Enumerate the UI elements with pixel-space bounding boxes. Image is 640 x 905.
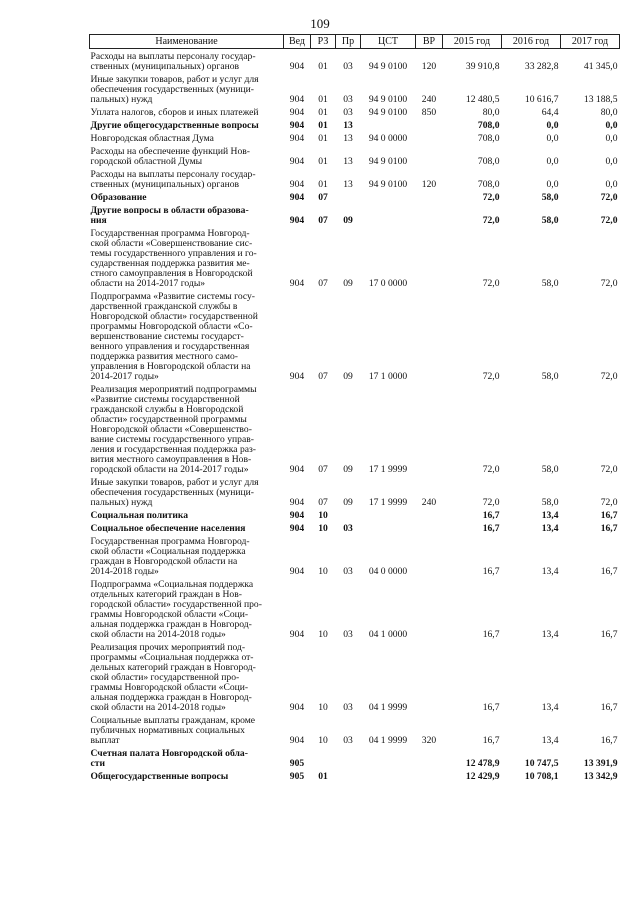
row-cst: 17 0 0000	[368, 278, 408, 289]
row-rz: 01	[318, 120, 328, 131]
row-value-2017: 72,0	[600, 192, 618, 203]
row-value-2016: 0,0	[546, 133, 559, 144]
row-value-2016: 58,0	[541, 371, 559, 382]
row-pr: 03	[343, 629, 353, 640]
row-value-2016: 10 616,7	[524, 94, 559, 105]
table-row	[90, 508, 620, 521]
row-value-2015: 708,0	[477, 120, 500, 131]
row-rz: 10	[318, 702, 328, 713]
row-value-2017: 13 188,5	[583, 94, 618, 105]
row-cst: 17 1 9999	[368, 497, 408, 508]
row-ved: 904	[289, 94, 305, 105]
row-value-2016: 58,0	[541, 192, 559, 203]
row-ved: 904	[289, 510, 305, 521]
row-ved: 904	[289, 523, 305, 534]
row-vr: 120	[421, 179, 437, 190]
page-number: 109	[310, 16, 330, 31]
header-rz: РЗ	[311, 35, 336, 49]
table-row	[90, 475, 620, 508]
row-rz	[311, 746, 336, 769]
row-ved: 904	[289, 464, 305, 475]
table-row	[90, 131, 620, 144]
table-row	[90, 577, 620, 640]
row-cst: 17 1 0000	[368, 371, 408, 382]
row-value-2015: 12 429,9	[465, 771, 500, 782]
table-row	[90, 713, 620, 746]
row-vr	[416, 118, 443, 131]
budget-table	[89, 34, 620, 782]
row-value-2015: 12 478,9	[465, 758, 500, 769]
row-vr	[416, 577, 443, 640]
row-pr: 03	[343, 107, 353, 118]
row-name: Расходы на обеспечение функций Нов- городской областной Думы	[90, 146, 250, 167]
row-pr: 09	[343, 371, 353, 382]
row-value-2016: 10 708,1	[524, 771, 559, 782]
row-name: Социальное обеспечение населения	[90, 523, 246, 534]
table-row	[90, 144, 620, 167]
row-cst: 17 1 9999	[368, 464, 408, 475]
row-cst: 94 9 0100	[368, 61, 408, 72]
row-value-2016: 13,4	[541, 702, 559, 713]
row-value-2017: 16,7	[600, 702, 618, 713]
table-row	[90, 167, 620, 190]
row-rz: 10	[318, 629, 328, 640]
row-ved: 904	[289, 107, 305, 118]
row-ved: 904	[289, 278, 305, 289]
row-value-2015: 708,0	[477, 156, 500, 167]
table-row	[90, 105, 620, 118]
row-pr: 03	[343, 702, 353, 713]
row-ved: 904	[289, 566, 305, 577]
row-pr: 09	[343, 278, 353, 289]
row-name: Государственная программа Новгород- ской области «Совершенствование сис- темы государственного управления и го- сударственная поддержка развития ме- стного самоуправления в Новгородской области на 2014-2017 годы»	[90, 228, 257, 289]
row-rz: 10	[318, 510, 328, 521]
row-vr: 240	[421, 94, 437, 105]
row-rz: 01	[318, 61, 328, 72]
row-vr	[416, 521, 443, 534]
row-rz: 07	[318, 278, 328, 289]
row-pr: 13	[343, 179, 353, 190]
row-value-2017: 16,7	[600, 629, 618, 640]
row-value-2016: 33 282,8	[524, 61, 559, 72]
row-name: Социальная политика	[90, 510, 189, 521]
row-value-2016: 13,4	[541, 523, 559, 534]
row-name: Государственная программа Новгород- ской области «Социальная поддержка граждан в Новгородской области на 2014-2018 годы»	[90, 536, 250, 577]
row-vr	[416, 144, 443, 167]
row-cst: 04 1 0000	[368, 629, 408, 640]
row-value-2017: 0,0	[605, 179, 618, 190]
row-pr: 13	[343, 133, 353, 144]
row-value-2017: 0,0	[605, 156, 618, 167]
row-value-2016: 64,4	[541, 107, 559, 118]
row-value-2016: 0,0	[546, 120, 559, 131]
row-value-2015: 708,0	[477, 179, 500, 190]
row-value-2017: 72,0	[600, 464, 618, 475]
row-value-2016: 0,0	[546, 156, 559, 167]
row-value-2016: 0,0	[546, 179, 559, 190]
row-value-2017: 16,7	[600, 523, 618, 534]
row-ved: 904	[289, 371, 305, 382]
row-ved: 904	[289, 629, 305, 640]
row-value-2017: 41 345,0	[583, 61, 618, 72]
row-value-2015: 16,7	[482, 510, 500, 521]
table-row	[90, 769, 620, 782]
row-value-2016: 10 747,5	[524, 758, 559, 769]
table-row	[90, 49, 620, 73]
row-rz: 10	[318, 566, 328, 577]
row-value-2016: 58,0	[541, 497, 559, 508]
row-vr	[416, 289, 443, 382]
row-ved: 904	[289, 133, 305, 144]
row-value-2016: 58,0	[541, 215, 559, 226]
row-vr: 120	[421, 61, 437, 72]
row-value-2017: 13 342,9	[583, 771, 618, 782]
table-row	[90, 226, 620, 289]
table-row	[90, 190, 620, 203]
row-ved: 904	[289, 215, 305, 226]
row-value-2016: 58,0	[541, 278, 559, 289]
row-vr: 850	[421, 107, 437, 118]
row-value-2017: 0,0	[605, 133, 618, 144]
row-vr	[416, 190, 443, 203]
row-rz: 07	[318, 192, 328, 203]
table-row	[90, 382, 620, 475]
row-ved: 905	[289, 771, 305, 782]
row-cst	[361, 118, 416, 131]
row-name: Подпрограмма «Развитие системы госу- дарственной гражданской службы в Новгородской области» государственной программы Новгородской области «Со- вершенствование системы государст- венного управления и государственная поддержка развития местного само- управления в Новгородской области на 2014-2017 годы»	[90, 291, 258, 382]
row-pr: 03	[343, 735, 353, 746]
row-value-2017: 16,7	[600, 735, 618, 746]
row-cst: 04 1 9999	[368, 735, 408, 746]
header-pr: Пр	[336, 35, 361, 49]
row-cst	[361, 203, 416, 226]
row-name: Общегосударственные вопросы	[90, 771, 229, 782]
row-rz: 10	[318, 523, 328, 534]
row-cst	[361, 521, 416, 534]
row-name: Другие вопросы в области образова- ния	[90, 205, 249, 226]
row-value-2015: 72,0	[482, 371, 500, 382]
row-rz: 07	[318, 371, 328, 382]
row-vr: 240	[421, 497, 437, 508]
row-value-2017: 16,7	[600, 566, 618, 577]
row-value-2017: 80,0	[600, 107, 618, 118]
header-cst: ЦСТ	[361, 35, 416, 49]
row-value-2015: 72,0	[482, 464, 500, 475]
row-vr	[416, 746, 443, 769]
row-vr	[416, 131, 443, 144]
table-header-row	[90, 35, 620, 49]
row-cst	[361, 190, 416, 203]
row-ved: 904	[289, 179, 305, 190]
row-ved: 904	[289, 156, 305, 167]
row-name: Иные закупки товаров, работ и услуг для обеспечения государственных (муници- пальных) нужд	[90, 477, 259, 508]
row-pr: 13	[343, 120, 353, 131]
row-value-2015: 16,7	[482, 702, 500, 713]
row-value-2016: 58,0	[541, 464, 559, 475]
row-rz: 07	[318, 497, 328, 508]
row-pr: 03	[343, 523, 353, 534]
row-cst: 04 1 9999	[368, 702, 408, 713]
header-ved: Вед	[284, 35, 311, 49]
row-ved: 904	[289, 702, 305, 713]
row-pr: 03	[343, 94, 353, 105]
row-ved: 904	[289, 735, 305, 746]
row-pr	[336, 190, 361, 203]
row-vr	[416, 769, 443, 782]
row-value-2016: 13,4	[541, 735, 559, 746]
row-value-2017: 72,0	[600, 278, 618, 289]
table-row	[90, 640, 620, 713]
table-row	[90, 203, 620, 226]
row-value-2017: 72,0	[600, 371, 618, 382]
row-pr	[336, 508, 361, 521]
row-cst: 94 9 0100	[368, 156, 408, 167]
row-name: Уплата налогов, сборов и иных платежей	[90, 107, 259, 118]
row-name: Новгородская областная Дума	[90, 133, 214, 144]
row-name: Счетная палата Новгородской обла- сти	[90, 748, 248, 769]
row-value-2016: 13,4	[541, 566, 559, 577]
row-name: Социальные выплаты гражданам, кроме публичных нормативных социальных выплат	[90, 715, 256, 746]
row-value-2016: 13,4	[541, 510, 559, 521]
row-cst: 94 0 0000	[368, 133, 408, 144]
row-value-2015: 39 910,8	[465, 61, 500, 72]
row-value-2017: 16,7	[600, 510, 618, 521]
row-value-2015: 708,0	[477, 133, 500, 144]
row-value-2016: 13,4	[541, 629, 559, 640]
row-ved: 904	[289, 192, 305, 203]
row-cst: 94 9 0100	[368, 107, 408, 118]
row-value-2015: 16,7	[482, 735, 500, 746]
row-pr: 09	[343, 497, 353, 508]
row-cst: 94 9 0100	[368, 94, 408, 105]
row-value-2015: 72,0	[482, 215, 500, 226]
row-value-2015: 72,0	[482, 278, 500, 289]
header-2017: 2017 год	[561, 35, 620, 49]
row-cst	[361, 508, 416, 521]
row-pr: 09	[343, 464, 353, 475]
row-ved: 905	[289, 758, 305, 769]
row-cst: 94 9 0100	[368, 179, 408, 190]
row-cst	[361, 769, 416, 782]
row-value-2015: 72,0	[482, 497, 500, 508]
row-vr	[416, 226, 443, 289]
row-rz: 01	[318, 94, 328, 105]
row-rz: 07	[318, 215, 328, 226]
row-pr: 03	[343, 61, 353, 72]
row-vr	[416, 382, 443, 475]
header-2016: 2016 год	[502, 35, 561, 49]
row-pr	[336, 769, 361, 782]
row-pr: 03	[343, 566, 353, 577]
row-name: Другие общегосударственные вопросы	[90, 120, 259, 131]
row-ved: 904	[289, 497, 305, 508]
row-name: Подпрограмма «Социальная поддержка отдельных категорий граждан в Нов- городской области» государственной про- граммы Новгородской области «Соци- альная поддержка граждан в Новгород- ской области на 2014-2018 годы»	[90, 579, 262, 640]
table-row	[90, 72, 620, 105]
row-pr: 13	[343, 156, 353, 167]
row-rz: 10	[318, 735, 328, 746]
row-name: Расходы на выплаты персоналу государ- ственных (муниципальных) органов	[90, 51, 256, 72]
row-rz: 01	[318, 771, 328, 782]
row-name: Реализация прочих мероприятий под- программы «Социальная поддержка от- дельных категорий граждан в Новгород- ской области» государственной про- граммы Новгородской области «Соци- альная поддержка граждан в Новгород- ской области на 2014-2018 годы»	[90, 642, 256, 713]
table-row	[90, 118, 620, 131]
row-value-2017: 72,0	[600, 215, 618, 226]
row-pr	[336, 746, 361, 769]
row-rz: 01	[318, 107, 328, 118]
header-2015: 2015 год	[443, 35, 502, 49]
row-value-2015: 12 480,5	[465, 94, 500, 105]
table-row	[90, 521, 620, 534]
row-pr: 09	[343, 215, 353, 226]
row-name: Иные закупки товаров, работ и услуг для обеспечения государственных (муници- пальных) нужд	[90, 74, 259, 105]
row-value-2015: 16,7	[482, 523, 500, 534]
row-value-2015: 16,7	[482, 566, 500, 577]
row-value-2017: 0,0	[605, 120, 618, 131]
row-cst	[361, 746, 416, 769]
row-vr: 320	[421, 735, 437, 746]
row-value-2015: 16,7	[482, 629, 500, 640]
table-row	[90, 534, 620, 577]
row-value-2017: 13 391,9	[583, 758, 618, 769]
row-rz: 07	[318, 464, 328, 475]
row-value-2015: 72,0	[482, 192, 500, 203]
table-row	[90, 746, 620, 769]
row-rz: 01	[318, 179, 328, 190]
table-row	[90, 289, 620, 382]
row-vr	[416, 640, 443, 713]
row-rz: 01	[318, 156, 328, 167]
row-vr	[416, 534, 443, 577]
row-name: Образование	[90, 192, 147, 203]
row-name: Реализация мероприятий подпрограммы «Развитие системы государственной гражданской службы в Новгородской области» государственной программы Новгородской области «Совершенство- вание системы государственного управ- ления и государственная поддержка раз- вития местного самоуправления в Нов- городской области на 2014-2017 годы»	[90, 384, 257, 475]
row-value-2017: 72,0	[600, 497, 618, 508]
row-name: Расходы на выплаты персоналу государ- ственных (муниципальных) органов	[90, 169, 256, 190]
row-value-2015: 80,0	[482, 107, 500, 118]
header-name: Наименование	[90, 35, 284, 49]
row-ved: 904	[289, 61, 305, 72]
row-vr	[416, 203, 443, 226]
row-vr	[416, 508, 443, 521]
row-rz: 01	[318, 133, 328, 144]
row-ved: 904	[289, 120, 305, 131]
row-cst: 04 0 0000	[368, 566, 408, 577]
header-vr: ВР	[416, 35, 443, 49]
